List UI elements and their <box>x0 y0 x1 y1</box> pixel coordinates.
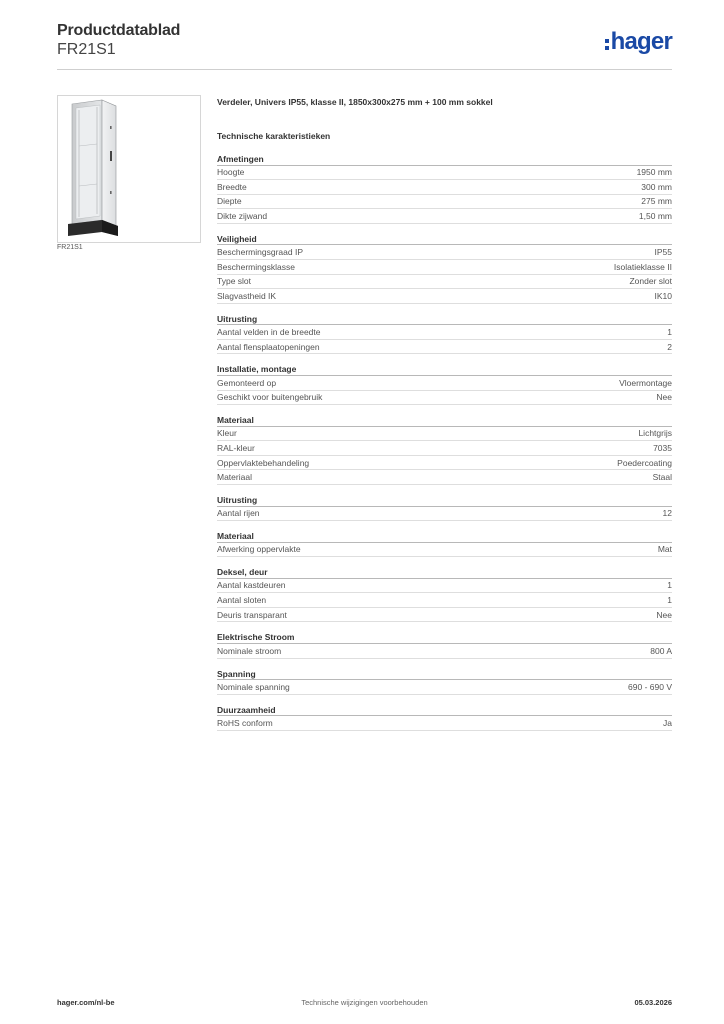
spec-label: Aantal velden in de breedte <box>217 327 321 338</box>
spec-row <box>217 376 672 391</box>
spec-value: Nee <box>656 609 672 620</box>
section-title: Materiaal <box>217 530 672 543</box>
spec-row <box>217 180 672 195</box>
spec-value: 275 mm <box>641 196 672 207</box>
page-title: Productdatablad <box>57 22 181 39</box>
spec-row <box>217 456 672 471</box>
spec-value: Lichtgrijs <box>638 428 672 439</box>
spec-row <box>217 608 672 623</box>
spec-value: 1 <box>667 327 672 338</box>
spec-row <box>217 470 672 485</box>
spec-label: Diepte <box>217 196 242 207</box>
spec-row <box>217 507 672 522</box>
spec-row <box>217 195 672 210</box>
spec-row <box>217 275 672 290</box>
section-title: Veiligheid <box>217 233 672 246</box>
footer-date: 05.03.2026 <box>634 998 672 1007</box>
spec-row <box>217 391 672 406</box>
spec-value: Nee <box>656 392 672 403</box>
spec-label: Deuris transparant <box>217 609 287 620</box>
spec-row <box>217 340 672 355</box>
section-title: Afmetingen <box>217 153 672 166</box>
spec-value: 1 <box>667 595 672 606</box>
spec-section <box>217 668 672 695</box>
section-title: Uitrusting <box>217 313 672 326</box>
spec-row <box>217 593 672 608</box>
spec-row <box>217 579 672 594</box>
spec-section <box>217 363 672 405</box>
footer-website-link[interactable]: hager.com/nl-be <box>57 998 115 1007</box>
spec-label: Dikte zijwand <box>217 211 268 222</box>
section-title: Installatie, montage <box>217 363 672 376</box>
spec-label: Aantal kastdeuren <box>217 580 286 591</box>
logo-dots-icon <box>605 39 609 50</box>
spec-value: 1 <box>667 580 672 591</box>
spec-row <box>217 260 672 275</box>
spec-section <box>217 704 672 731</box>
spec-value: Ja <box>663 717 672 728</box>
spec-row <box>217 441 672 456</box>
spec-value: 12 <box>662 508 672 519</box>
section-title: Materiaal <box>217 414 672 427</box>
product-code: FR21S1 <box>57 41 116 58</box>
spec-row <box>217 245 672 260</box>
spec-label: Afwerking oppervlakte <box>217 544 301 555</box>
spec-row <box>217 427 672 442</box>
spec-content <box>217 96 672 731</box>
spec-label: Oppervlaktebehandeling <box>217 457 310 468</box>
spec-label: Nominale stroom <box>217 645 282 656</box>
spec-label: Materiaal <box>217 472 252 483</box>
spec-label: Aantal rijen <box>217 508 260 519</box>
section-title: Elektrische Stroom <box>217 631 672 644</box>
spec-label: Aantal sloten <box>217 595 267 606</box>
page-header <box>57 20 672 70</box>
spec-value: 690 - 690 V <box>628 681 672 692</box>
spec-section <box>217 494 672 521</box>
spec-value: 1950 mm <box>636 167 672 178</box>
spec-label: Slagvastheid IK <box>217 290 277 301</box>
spec-section <box>217 566 672 622</box>
spec-value: Zonder slot <box>629 276 672 287</box>
spec-value: 1,50 mm <box>638 211 672 222</box>
spec-label: Gemonteerd op <box>217 377 277 388</box>
spec-label: Beschermingsklasse <box>217 261 295 272</box>
spec-label: Breedte <box>217 181 247 192</box>
tech-heading: Technische karakteristieken <box>217 131 331 141</box>
spec-label: Aantal flensplaatopeningen <box>217 341 320 352</box>
section-title: Deksel, deur <box>217 566 672 579</box>
spec-row <box>217 325 672 340</box>
spec-section <box>217 631 672 658</box>
spec-value: 800 A <box>650 645 672 656</box>
image-caption: FR21S1 <box>57 244 83 251</box>
spec-label: Hoogte <box>217 167 245 178</box>
spec-label: Type slot <box>217 276 252 287</box>
spec-label: Nominale spanning <box>217 681 290 692</box>
spec-label: Beschermingsgraad IP <box>217 247 303 258</box>
product-description: Verdeler, Univers IP55, klasse II, 1850x300x275 mm + 100 mm sokkel <box>217 97 493 107</box>
spec-row <box>217 209 672 224</box>
spec-section <box>217 414 672 485</box>
spec-value: Mat <box>657 544 672 555</box>
spec-section <box>217 153 672 224</box>
spec-label: Geschikt voor buitengebruik <box>217 392 323 403</box>
spec-label: RoHS conform <box>217 717 273 728</box>
spec-section <box>217 530 672 557</box>
footer-note: Technische wijzigingen voorbehouden <box>301 998 428 1007</box>
spec-value: Vloermontage <box>619 377 672 388</box>
hager-logo[interactable] <box>605 28 672 56</box>
spec-label: Kleur <box>217 428 237 439</box>
spec-label: RAL-kleur <box>217 443 255 454</box>
spec-value: 7035 <box>653 443 672 454</box>
spec-value: 2 <box>667 341 672 352</box>
spec-section <box>217 313 672 355</box>
spec-value: IP55 <box>654 247 672 258</box>
page-footer <box>57 998 672 1010</box>
spec-value: Poedercoating <box>617 457 672 468</box>
spec-row <box>217 644 672 659</box>
spec-row <box>217 289 672 304</box>
product-image <box>57 95 201 243</box>
spec-value: Isolatieklasse II <box>613 261 672 272</box>
spec-row <box>217 166 672 181</box>
section-title: Uitrusting <box>217 494 672 507</box>
section-title: Spanning <box>217 668 672 681</box>
spec-section <box>217 233 672 304</box>
cabinet-icon <box>58 96 202 244</box>
section-title: Duurzaamheid <box>217 704 672 717</box>
logo-text: hager <box>610 28 672 55</box>
spec-row <box>217 680 672 695</box>
spec-row <box>217 716 672 731</box>
spec-row <box>217 543 672 558</box>
spec-value: 300 mm <box>641 181 672 192</box>
spec-sections <box>217 153 672 731</box>
spec-value: IK10 <box>654 290 672 301</box>
spec-value: Staal <box>652 472 672 483</box>
